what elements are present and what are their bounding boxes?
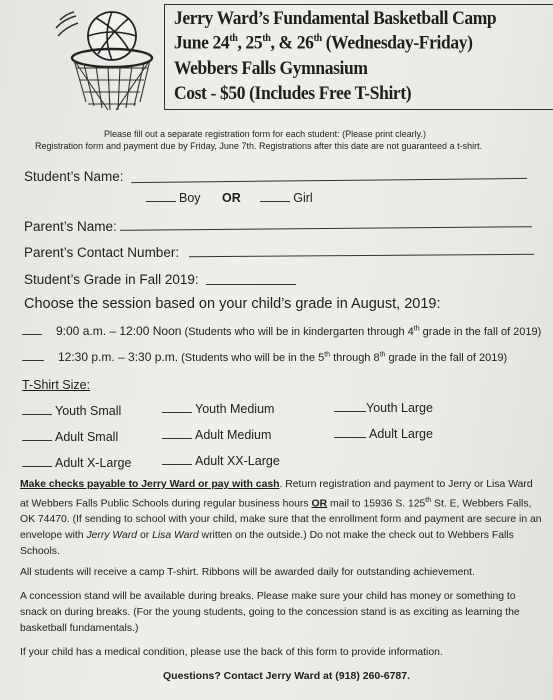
adult-small-blank[interactable] [22,440,52,441]
girl-label: Girl [293,191,313,205]
adult-xl-blank[interactable] [22,466,52,467]
or-label: OR [222,191,241,205]
adult-large-blank[interactable] [334,437,366,438]
concession-note: A concession stand will be available during breaks. Please make sure your child has money or something to snack on during breaks. (For the young students, going to the concession stand is as exciting as learning the basketball fundamentals.) [20,591,520,634]
option-adult-xl: Adult X-Large [22,456,131,470]
girl-blank[interactable] [260,201,290,202]
payment-instructions: Make checks payable to Jerry Ward or pay with cash. Return registration and payment to Jerry or Lisa Ward at Webbers Falls Public Schools during regular business hours OR mail to 15936 S. 125th St. E, Webbers Falls, OK 74470. (If sending to school with your child, make sure that the enrollment form and payment are secure in an envelope with Jerry Ward or Lisa Ward written on the outside.) Do not make the check out to Webbers Falls Schools. [20,479,542,558]
camp-location: Webbers Falls Gymnasium [174,58,368,79]
basketball-hoop-logo [50,6,160,114]
grade-label: Student’s Grade in Fall 2019: [24,272,199,287]
option-adult-small: Adult Small [22,430,118,444]
youth-small-blank[interactable] [22,414,52,415]
parent-contact-input-line[interactable] [189,254,534,257]
option-adult-xxl: Adult XX-Large [162,454,280,468]
medical-note: If your child has a medical condition, please use the back of this form to provide information. [20,647,443,658]
session-2-blank[interactable] [22,360,44,361]
camp-dates: June 24th, 25th, & 26th (Wednesday-Friday) [174,32,473,54]
adult-medium-blank[interactable] [162,438,192,439]
parent-contact-label: Parent’s Contact Number: [24,245,180,260]
grade-input-line[interactable] [206,284,296,285]
student-name-label: Student’s Name: [24,169,124,184]
intro-line-1: Please fill out a separate registration form for each student: (Please print clearly.) [104,129,426,139]
boy-blank[interactable] [146,201,176,202]
youth-medium-blank[interactable] [162,412,192,413]
tshirt-ribbon-note: All students will receive a camp T-shirt. Ribbons will be awarded daily for outstanding achievement. [20,567,475,578]
option-youth-medium: Youth Medium [162,402,274,416]
tshirt-heading: T-Shirt Size: [22,378,91,392]
parent-name-input-line[interactable] [120,226,532,231]
adult-xxl-blank[interactable] [162,464,192,465]
camp-title: Jerry Ward’s Fundamental Basketball Camp [174,8,497,29]
option-youth-large: Youth Large [334,401,433,415]
intro-line-2: Registration form and payment due by Friday, June 7th. Registrations after this date are not guaranteed a t-shirt. [35,141,483,151]
option-adult-large: Adult Large [334,427,433,441]
boy-label: Boy [179,191,201,205]
student-name-input-line[interactable] [131,178,527,183]
parent-name-label: Parent’s Name: [24,219,117,234]
camp-cost: Cost - $50 (Includes Free T-Shirt) [174,83,412,104]
session-1-blank[interactable] [22,334,42,335]
option-adult-medium: Adult Medium [162,428,271,442]
option-youth-small: Youth Small [22,404,121,418]
contact-line: Questions? Contact Jerry Ward at (918) 260-6787. [163,670,411,682]
session-1-row: 9:00 a.m. – 12:00 Noon (Students who will be in kindergarten through 4th grade in the fall of 2019) [22,324,541,338]
youth-large-blank[interactable] [334,411,366,412]
session-heading: Choose the session based on your child’s grade in August, 2019: [24,296,441,312]
session-2-row: 12:30 p.m. – 3:30 p.m. (Students who will be in the 5th through 8th grade in the fall of 2019) [22,350,507,364]
gender-row [146,191,313,205]
